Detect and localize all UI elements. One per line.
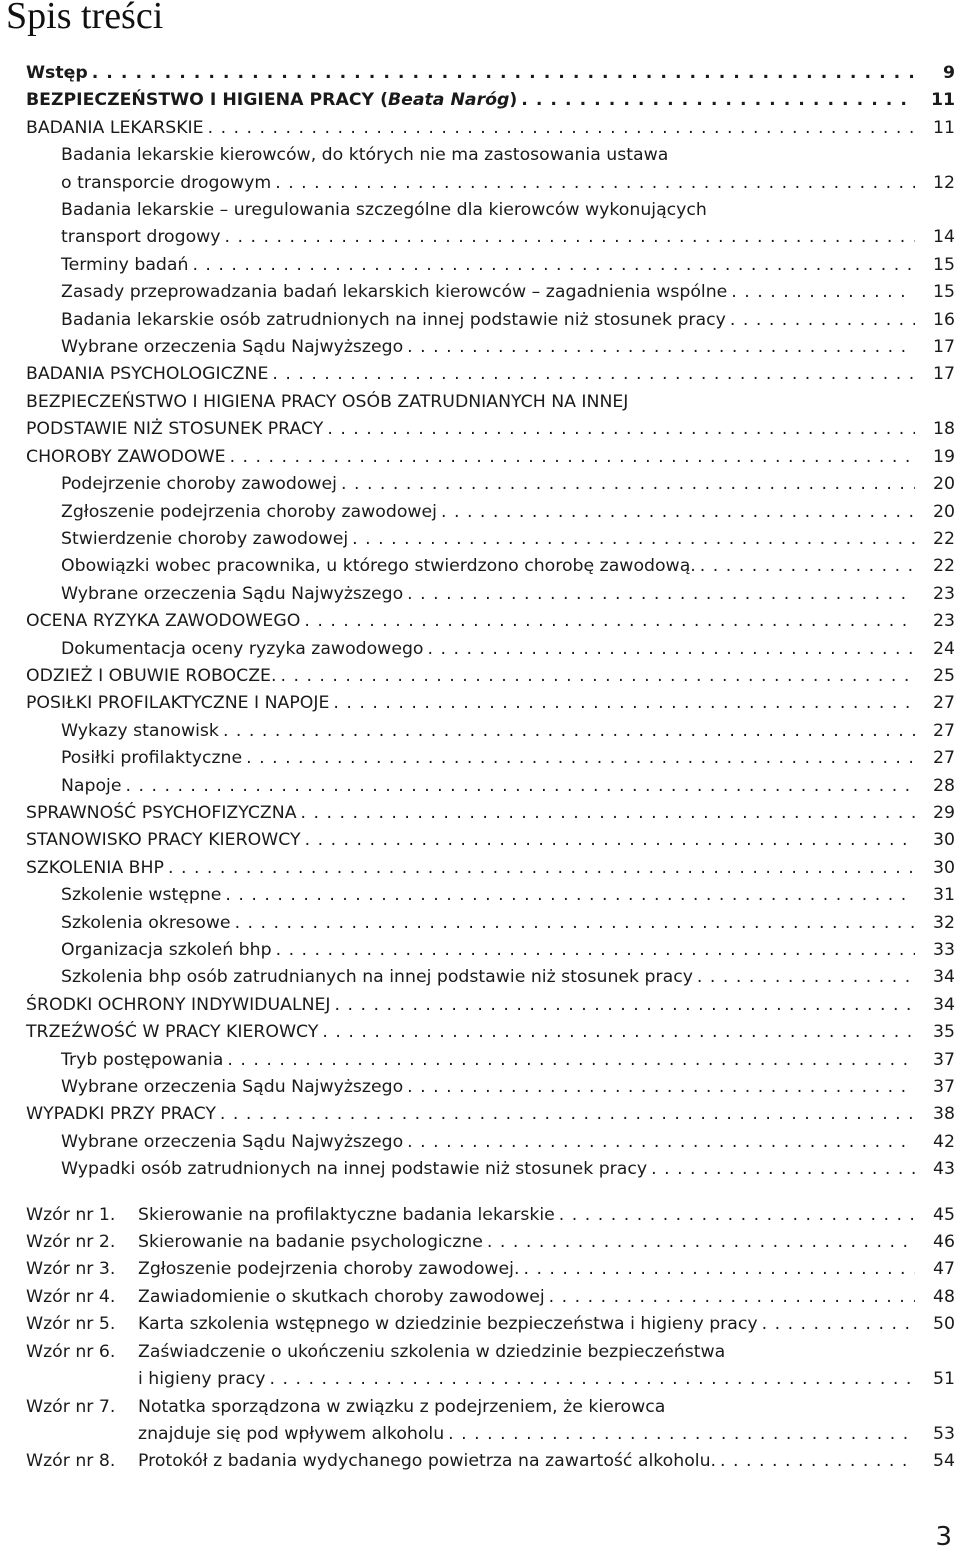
form-number: Wzór nr 1. bbox=[26, 1204, 116, 1225]
toc-entry-title: Organizacja szkoleń bhp . . . bbox=[61, 937, 919, 964]
toc-entry-page: 24 bbox=[915, 636, 955, 663]
toc-entry[interactable] bbox=[0, 608, 955, 635]
page-title: Spis treści bbox=[6, 0, 164, 37]
toc-entry-page: 23 bbox=[915, 581, 955, 608]
toc-entry-title: PODSTAWIE NIŻ STOSUNEK PRACY . . . bbox=[26, 416, 919, 443]
toc-entry-page: 12 bbox=[915, 170, 955, 197]
toc-entry[interactable] bbox=[0, 471, 955, 498]
form-page: 46 bbox=[915, 1229, 955, 1256]
toc-entry-page: 32 bbox=[915, 910, 955, 937]
form-page: 53 bbox=[915, 1421, 955, 1448]
form-title: Zawiadomienie o skutkach choroby zawodowej bbox=[138, 1286, 545, 1307]
toc-entry-page: 42 bbox=[915, 1129, 955, 1156]
toc-entry[interactable] bbox=[0, 581, 955, 608]
toc-entry[interactable] bbox=[0, 1129, 955, 1156]
form-number: Wzór nr 5. bbox=[26, 1314, 116, 1335]
toc-entry[interactable] bbox=[0, 60, 955, 87]
toc-entry-title: SZKOLENIA BHP . . . bbox=[26, 855, 919, 882]
toc-entry-title: Stwierdzenie choroby zawodowej . . . bbox=[61, 526, 919, 553]
form-entry[interactable] bbox=[0, 1229, 955, 1256]
toc-entry[interactable] bbox=[0, 252, 955, 279]
toc-entry[interactable] bbox=[0, 937, 955, 964]
toc-entry-page: 22 bbox=[915, 553, 955, 580]
toc-entry-page: 38 bbox=[915, 1101, 955, 1128]
toc-entry-page: 31 bbox=[915, 882, 955, 909]
toc-entry[interactable] bbox=[0, 526, 955, 553]
toc-entry[interactable] bbox=[0, 827, 955, 854]
toc-entry[interactable] bbox=[0, 444, 955, 471]
toc-entry-title: Wstęp . . . bbox=[26, 60, 919, 87]
toc-entry-page: 34 bbox=[915, 992, 955, 1019]
toc-entry[interactable] bbox=[0, 882, 955, 909]
toc-entry[interactable] bbox=[0, 800, 955, 827]
form-page: 48 bbox=[915, 1284, 955, 1311]
form-page: 54 bbox=[915, 1448, 955, 1475]
toc-entry-page: 28 bbox=[915, 773, 955, 800]
toc-entry-title: Wybrane orzeczenia Sądu Najwyższego . . . bbox=[61, 1074, 919, 1101]
form-title: Karta szkolenia wstępnego w dziedzinie bezpieczeństwa i higieny pracy bbox=[138, 1314, 758, 1335]
toc-entry-page: 20 bbox=[915, 471, 955, 498]
toc-entry[interactable] bbox=[0, 1019, 955, 1046]
toc-entry[interactable] bbox=[0, 87, 955, 114]
form-title: Protokół z badania wydychanego powietrza na zawartość alkoholu. bbox=[138, 1451, 717, 1472]
form-title: Zgłoszenie podejrzenia choroby zawodowej. bbox=[138, 1259, 520, 1280]
form-title: znajduje się pod wpływem alkoholu bbox=[138, 1423, 445, 1444]
toc-entry-title: Wybrane orzeczenia Sądu Najwyższego . . . bbox=[61, 581, 919, 608]
toc-entry[interactable] bbox=[0, 361, 955, 388]
toc-entry-page: 17 bbox=[915, 334, 955, 361]
toc-entry[interactable] bbox=[0, 197, 955, 252]
toc-entry[interactable] bbox=[0, 334, 955, 361]
toc-entry-page: 30 bbox=[915, 855, 955, 882]
form-entry[interactable] bbox=[0, 1448, 955, 1475]
toc-entry-page: 14 bbox=[915, 224, 955, 251]
toc-entry[interactable] bbox=[0, 307, 955, 334]
toc-entry-title: BEZPIECZEŃSTWO I HIGIENA PRACY OSÓB ZATRUDNIANYCH NA INNEJ bbox=[26, 391, 629, 412]
toc-entry-page: 29 bbox=[915, 800, 955, 827]
form-number: Wzór nr 7. bbox=[26, 1396, 116, 1417]
form-number: Wzór nr 2. bbox=[26, 1232, 116, 1253]
form-entry[interactable] bbox=[0, 1256, 955, 1283]
toc-entry-title: Szkolenie wstępne . . . bbox=[61, 882, 919, 909]
toc-entry-title: Badania lekarskie – uregulowania szczególne dla kierowców wykonujących bbox=[61, 200, 707, 221]
toc-entry[interactable] bbox=[0, 636, 955, 663]
toc-entry-page: 27 bbox=[915, 690, 955, 717]
toc-entry-title: Wybrane orzeczenia Sądu Najwyższego . . . bbox=[61, 334, 919, 361]
toc-entry-author: Beata Naróg bbox=[387, 90, 510, 111]
toc-entry[interactable] bbox=[0, 115, 955, 142]
form-number: Wzór nr 8. bbox=[26, 1451, 116, 1472]
toc-entry[interactable] bbox=[0, 553, 955, 580]
toc-entry-title: WYPADKI PRZY PRACY . . . bbox=[26, 1101, 919, 1128]
toc-entry[interactable] bbox=[0, 1074, 955, 1101]
toc-entry[interactable] bbox=[0, 855, 955, 882]
toc-entry-title: Zgłoszenie podejrzenia choroby zawodowej . . . bbox=[61, 499, 919, 526]
toc-entry-page: 18 bbox=[915, 416, 955, 443]
toc-entry-page: 23 bbox=[915, 608, 955, 635]
toc-entry-title: Badania lekarskie osób zatrudnionych na innej podstawie niż stosunek pracy . . . bbox=[61, 307, 919, 334]
form-page: 50 bbox=[915, 1311, 955, 1338]
toc-entry-page: 11 bbox=[915, 87, 955, 114]
toc-entry-page: 15 bbox=[915, 279, 955, 306]
toc-entry[interactable] bbox=[0, 773, 955, 800]
toc-entry[interactable] bbox=[0, 142, 955, 197]
toc-entry-page: 25 bbox=[915, 663, 955, 690]
toc-entry-page: 20 bbox=[915, 499, 955, 526]
toc-entry-page: 15 bbox=[915, 252, 955, 279]
toc-entry-page: 35 bbox=[915, 1019, 955, 1046]
form-page: 47 bbox=[915, 1256, 955, 1283]
toc-entry-title: TRZEŹWOŚĆ W PRACY KIEROWCY . . . bbox=[26, 1019, 919, 1046]
toc-entry-title: Wypadki osób zatrudnionych na innej podstawie niż stosunek pracy . . . bbox=[61, 1156, 919, 1183]
toc-entry[interactable] bbox=[0, 690, 955, 717]
form-page: 45 bbox=[915, 1202, 955, 1229]
toc-entry-title: BADANIA LEKARSKIE . . . bbox=[26, 115, 919, 142]
toc-entry-title: Terminy badań . . . bbox=[61, 252, 919, 279]
page-number: 3 bbox=[935, 1522, 952, 1552]
toc-entry[interactable] bbox=[0, 992, 955, 1019]
toc-entry-page: 9 bbox=[915, 60, 955, 87]
toc-entry-page: 22 bbox=[915, 526, 955, 553]
toc-entry-title: STANOWISKO PRACY KIEROWCY . . . bbox=[26, 827, 919, 854]
form-entry[interactable] bbox=[0, 1284, 955, 1311]
toc-entry-title: BEZPIECZEŃSTWO I HIGIENA PRACY ( bbox=[26, 90, 388, 111]
form-title: Skierowanie na profilaktyczne badania lekarskie bbox=[138, 1204, 555, 1225]
toc-entry[interactable] bbox=[0, 745, 955, 772]
toc-entry-title: Badania lekarskie kierowców, do których nie ma zastosowania ustawa bbox=[61, 145, 669, 166]
toc-entry-title: Szkolenia okresowe . . . bbox=[61, 910, 919, 937]
toc-entry-page: 17 bbox=[915, 361, 955, 388]
form-entry[interactable] bbox=[0, 1339, 955, 1394]
toc-entry-title: Posiłki profilaktyczne . . . bbox=[61, 745, 919, 772]
toc-entry-title-end: ) bbox=[509, 90, 518, 111]
toc-entry[interactable] bbox=[0, 1156, 955, 1183]
toc-entry-title: Szkolenia bhp osób zatrudnianych na innej podstawie niż stosunek pracy . . . bbox=[61, 964, 919, 991]
toc-entry-title: Wykazy stanowisk . . . bbox=[61, 718, 919, 745]
toc-entry[interactable] bbox=[0, 663, 955, 690]
form-number: Wzór nr 3. bbox=[26, 1259, 116, 1280]
form-title: Notatka sporządzona w związku z podejrzeniem, że kierowca bbox=[138, 1396, 666, 1417]
form-entry[interactable] bbox=[0, 1394, 955, 1449]
toc-entry-title: Dokumentacja oceny ryzyka zawodowego . . . bbox=[61, 636, 919, 663]
form-entry[interactable] bbox=[0, 1311, 955, 1338]
toc-entry[interactable] bbox=[0, 279, 955, 306]
toc-entry[interactable] bbox=[0, 910, 955, 937]
form-title: i higieny pracy bbox=[138, 1369, 266, 1390]
toc-entry[interactable] bbox=[0, 718, 955, 745]
toc-entry[interactable] bbox=[0, 1047, 955, 1074]
form-number: Wzór nr 6. bbox=[26, 1341, 116, 1362]
toc-entry-page: 34 bbox=[915, 964, 955, 991]
form-entry[interactable] bbox=[0, 1202, 955, 1229]
toc-entry-page: 16 bbox=[915, 307, 955, 334]
toc-entry-page: 27 bbox=[915, 745, 955, 772]
toc-entry-page: 19 bbox=[915, 444, 955, 471]
form-page: 51 bbox=[915, 1366, 955, 1393]
toc-entry-page: 37 bbox=[915, 1074, 955, 1101]
toc-entry-page: 37 bbox=[915, 1047, 955, 1074]
form-number: Wzór nr 4. bbox=[26, 1286, 116, 1307]
toc-entry-title: BADANIA PSYCHOLOGICZNE . . . bbox=[26, 361, 919, 388]
toc-entry-title: o transporcie drogowym . . . bbox=[61, 170, 919, 197]
form-title: Skierowanie na badanie psychologiczne bbox=[138, 1232, 483, 1253]
toc-entry-title: Wybrane orzeczenia Sądu Najwyższego . . . bbox=[61, 1129, 919, 1156]
form-title: Zaświadczenie o ukończeniu szkolenia w dziedzinie bezpieczeństwa bbox=[138, 1341, 726, 1362]
toc-entry[interactable] bbox=[0, 964, 955, 991]
toc-entry-title: POSIŁKI PROFILAKTYCZNE I NAPOJE . . . bbox=[26, 690, 919, 717]
toc-entry[interactable] bbox=[0, 389, 955, 444]
toc-entry-title: Napoje . . . bbox=[61, 773, 919, 800]
toc-entry-page: 30 bbox=[915, 827, 955, 854]
toc-entry-page: 43 bbox=[915, 1156, 955, 1183]
table-of-contents bbox=[0, 60, 960, 1476]
toc-entry-title: transport drogowy . . . bbox=[61, 224, 919, 251]
toc-entry-title: Podejrzenie choroby zawodowej . . . bbox=[61, 471, 919, 498]
toc-entry[interactable] bbox=[0, 499, 955, 526]
toc-entry-title: ODZIEŻ I OBUWIE ROBOCZE. . . . bbox=[26, 663, 919, 690]
toc-entry-title: Zasady przeprowadzania badań lekarskich kierowców – zagadnienia wspólne . . . bbox=[61, 279, 919, 306]
toc-entry-page: 27 bbox=[915, 718, 955, 745]
toc-entry-title: Tryb postępowania . . . bbox=[61, 1047, 919, 1074]
toc-entry-page: 11 bbox=[915, 115, 955, 142]
toc-entry-title: ŚRODKI OCHRONY INDYWIDUALNEJ . . . bbox=[26, 992, 919, 1019]
toc-entry-page: 33 bbox=[915, 937, 955, 964]
toc-entry[interactable] bbox=[0, 1101, 955, 1128]
toc-entry-title: SPRAWNOŚĆ PSYCHOFIZYCZNA . . . bbox=[26, 800, 919, 827]
toc-entry-title: OCENA RYZYKA ZAWODOWEGO . . . bbox=[26, 608, 919, 635]
toc-entry-title: CHOROBY ZAWODOWE . . . bbox=[26, 444, 919, 471]
toc-entry-title: Obowiązki wobec pracownika, u którego stwierdzono chorobę zawodową. . . . bbox=[61, 553, 919, 580]
